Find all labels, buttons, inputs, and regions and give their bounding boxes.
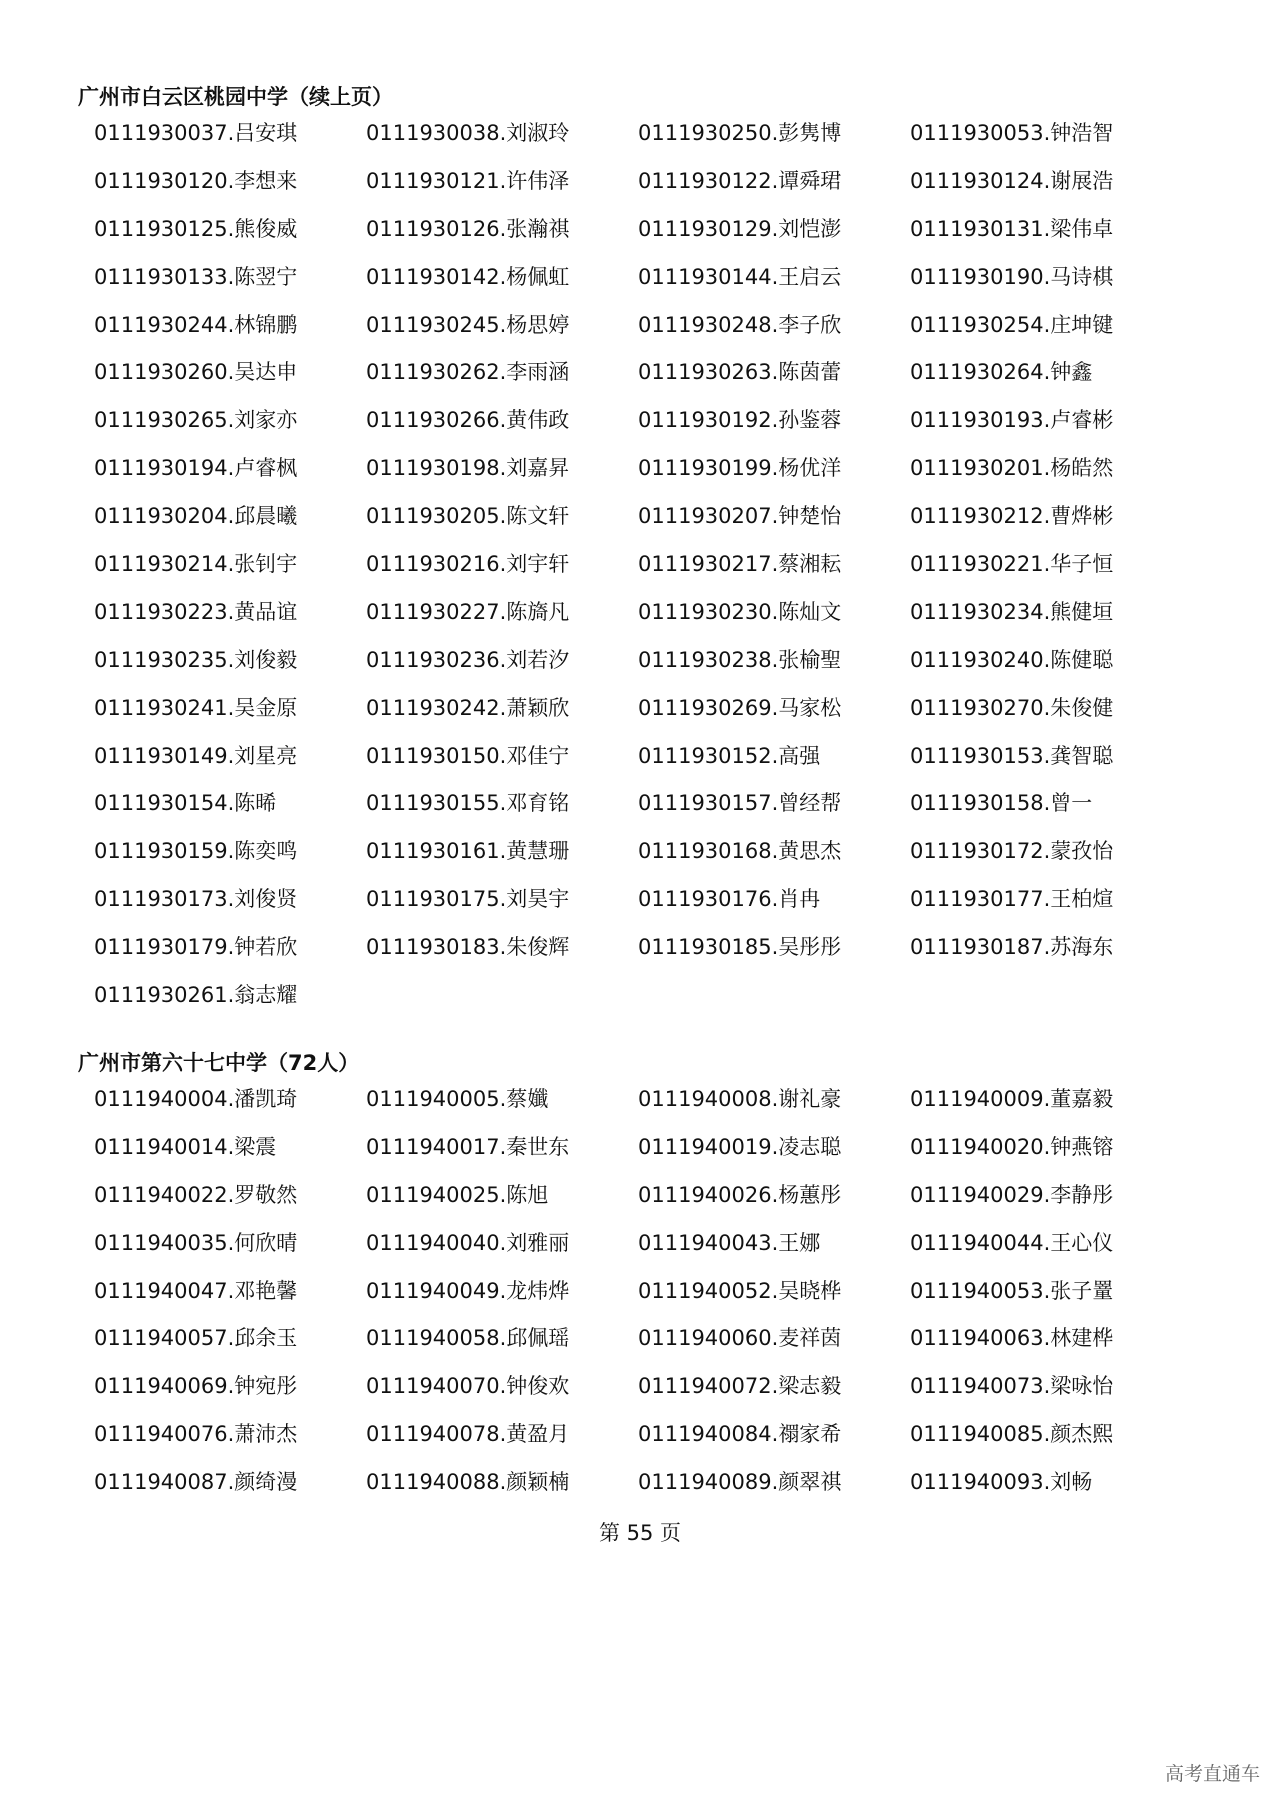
student-entry: 0111930152.高强 [638, 743, 821, 768]
student-entry: 0111940025.陈旭 [366, 1182, 549, 1207]
student-entry: 0111930129.刘恺澎 [638, 216, 842, 241]
student-entry: 0111930155.邓育铭 [366, 791, 570, 816]
student-entry: 0111930227.陈旖凡 [366, 599, 570, 624]
student-entry: 0111940078.黄盈月 [366, 1422, 570, 1447]
student-entry: 0111930120.李想来 [94, 168, 298, 193]
student-entry: 0111930234.熊健垣 [910, 599, 1114, 624]
student-entry: 0111930205.陈文轩 [366, 504, 570, 529]
student-entry: 0111940060.麦祥茵 [638, 1326, 842, 1351]
student-entry: 0111930217.蔡湘耘 [638, 552, 842, 577]
student-entry: 0111930153.龚智聪 [910, 743, 1114, 768]
student-entry: 0111940044.王心仪 [910, 1230, 1114, 1255]
student-entry: 0111930149.刘星亮 [94, 743, 298, 768]
student-entry: 0111930053.钟浩智 [910, 121, 1114, 145]
student-entry: 0111940063.林建桦 [910, 1326, 1114, 1351]
student-entry: 0111930185.吴彤彤 [638, 935, 842, 960]
student-entry: 0111940072.梁志毅 [638, 1374, 842, 1399]
student-entry: 0111930122.谭舜珺 [638, 168, 842, 193]
student-entry: 0111940053.张子罿 [910, 1278, 1114, 1303]
student-entry: 0111930133.陈翌宁 [94, 264, 298, 289]
student-entry: 0111940047.邓艳馨 [94, 1278, 298, 1303]
student-entry: 0111930265.刘家亦 [94, 408, 298, 433]
section-title: 广州市白云区桃园中学（续上页） [78, 85, 393, 109]
student-entry: 0111930157.曾经帮 [638, 791, 842, 816]
student-entry: 0111930199.杨优洋 [638, 456, 842, 481]
student-entry: 0111930125.熊俊威 [94, 216, 298, 241]
student-entry: 0111930204.邱晨曦 [94, 504, 298, 529]
student-entry: 0111930212.曹烨彬 [910, 504, 1114, 529]
student-entry: 0111940029.李静彤 [910, 1182, 1114, 1207]
student-entry: 0111930159.陈奕鸣 [94, 839, 298, 864]
student-entry: 0111930223.黄品谊 [94, 599, 298, 624]
student-entry: 0111930201.杨皓然 [910, 456, 1114, 481]
student-entry: 0111930260.吴达申 [94, 360, 298, 385]
student-entry: 0111930154.陈晞 [94, 791, 277, 816]
student-entry: 0111930126.张瀚祺 [366, 216, 570, 241]
student-entry: 0111940076.萧沛杰 [94, 1422, 298, 1447]
student-entry: 0111930263.陈茵蕾 [638, 360, 842, 385]
student-entry: 0111930214.张钊宇 [94, 552, 298, 577]
student-entry: 0111940026.杨蕙彤 [638, 1182, 842, 1207]
student-entry: 0111930245.杨思婷 [366, 312, 570, 337]
student-entry: 0111930269.马家松 [638, 695, 842, 720]
student-entry: 0111930124.谢展浩 [910, 168, 1114, 193]
student-entry: 0111940052.吴晓桦 [638, 1278, 842, 1303]
student-entry: 0111940087.颜绮漫 [94, 1470, 298, 1495]
student-list [94, 1084, 1182, 1515]
student-entry: 0111930244.林锦鹏 [94, 312, 298, 337]
student-entry: 0111940043.王娜 [638, 1230, 821, 1255]
student-entry: 0111940005.蔡孅 [366, 1087, 549, 1111]
student-list [94, 118, 1182, 1028]
student-entry: 0111930158.曾一 [910, 791, 1093, 816]
student-entry: 0111930221.华子恒 [910, 552, 1114, 577]
student-entry: 0111930207.钟楚怡 [638, 504, 842, 529]
student-entry: 0111930230.陈灿文 [638, 599, 842, 624]
student-entry: 0111930190.马诗棋 [910, 264, 1114, 289]
student-entry: 0111930176.肖冉 [638, 887, 821, 912]
student-entry: 0111940004.潘凯琦 [94, 1087, 298, 1111]
student-entry: 0111930168.黄思杰 [638, 839, 842, 864]
student-entry: 0111930236.刘若汐 [366, 647, 570, 672]
student-entry: 0111930266.黄伟政 [366, 408, 570, 433]
student-entry: 0111930238.张榆聖 [638, 647, 842, 672]
student-entry: 0111940085.颜杰熙 [910, 1422, 1114, 1447]
student-entry: 0111940073.梁咏怡 [910, 1374, 1114, 1399]
student-entry: 0111930131.梁伟卓 [910, 216, 1114, 241]
student-entry: 0111930183.朱俊辉 [366, 935, 570, 960]
student-entry: 0111940058.邱佩瑶 [366, 1326, 570, 1351]
section-title: 广州市第六十七中学（72人） [78, 1051, 360, 1075]
student-entry: 0111930194.卢睿枫 [94, 456, 298, 481]
student-entry: 0111930254.庄坤键 [910, 312, 1114, 337]
student-entry: 0111940093.刘畅 [910, 1470, 1093, 1495]
student-entry: 0111940019.凌志聪 [638, 1134, 842, 1159]
student-entry: 0111940035.何欣晴 [94, 1230, 298, 1255]
student-entry: 0111940008.谢礼豪 [638, 1087, 842, 1111]
student-entry: 0111940084.禤家希 [638, 1422, 842, 1447]
student-entry: 0111930150.邓佳宁 [366, 743, 570, 768]
student-entry: 0111940057.邱余玉 [94, 1326, 298, 1351]
student-entry: 0111930270.朱俊健 [910, 695, 1114, 720]
student-entry: 0111940070.钟俊欢 [366, 1374, 570, 1399]
student-entry: 0111930144.王启云 [638, 264, 842, 289]
student-entry: 0111930121.许伟泽 [366, 168, 570, 193]
student-entry: 0111940049.龙炜烨 [366, 1278, 570, 1303]
student-entry: 0111930172.蒙孜怡 [910, 839, 1114, 864]
student-entry: 0111940040.刘雅丽 [366, 1230, 570, 1255]
page-number: 第 55 页 [598, 1521, 682, 1545]
watermark: 高考直通车 [1164, 1763, 1260, 1785]
student-entry: 0111930198.刘嘉昇 [366, 456, 570, 481]
student-entry: 0111940017.秦世东 [366, 1134, 570, 1159]
student-entry: 0111930264.钟鑫 [910, 360, 1093, 385]
student-entry: 0111940022.罗敬然 [94, 1182, 298, 1207]
student-entry: 0111930192.孙鉴蓉 [638, 408, 842, 433]
student-entry: 0111930161.黄慧珊 [366, 839, 570, 864]
student-entry: 0111930142.杨佩虹 [366, 264, 570, 289]
student-entry: 0111930038.刘淑玲 [366, 121, 570, 145]
student-entry: 0111940020.钟燕镕 [910, 1134, 1114, 1159]
student-entry: 0111940009.董嘉毅 [910, 1087, 1114, 1111]
student-entry: 0111930242.萧颖欣 [366, 695, 570, 720]
student-entry: 0111930216.刘宇轩 [366, 552, 570, 577]
student-entry: 0111930173.刘俊贤 [94, 887, 298, 912]
student-entry: 0111940014.梁震 [94, 1134, 277, 1159]
student-entry: 0111930235.刘俊毅 [94, 647, 298, 672]
student-entry: 0111930248.李子欣 [638, 312, 842, 337]
student-entry: 0111930193.卢睿彬 [910, 408, 1114, 433]
student-entry: 0111930261.翁志耀 [94, 983, 298, 1008]
student-entry: 0111930187.苏海东 [910, 935, 1114, 960]
student-entry: 0111930240.陈健聪 [910, 647, 1114, 672]
student-entry: 0111930241.吴金原 [94, 695, 298, 720]
student-entry: 0111930175.刘昊宇 [366, 887, 570, 912]
student-entry: 0111940089.颜翠祺 [638, 1470, 842, 1495]
student-entry: 0111930250.彭隽博 [638, 121, 842, 145]
student-entry: 0111940088.颜颖楠 [366, 1470, 570, 1495]
student-entry: 0111930177.王柏煊 [910, 887, 1114, 912]
student-entry: 0111930179.钟若欣 [94, 935, 298, 960]
student-entry: 0111940069.钟宛彤 [94, 1374, 298, 1399]
student-entry: 0111930037.吕安琪 [94, 121, 298, 145]
student-entry: 0111930262.李雨涵 [366, 360, 570, 385]
